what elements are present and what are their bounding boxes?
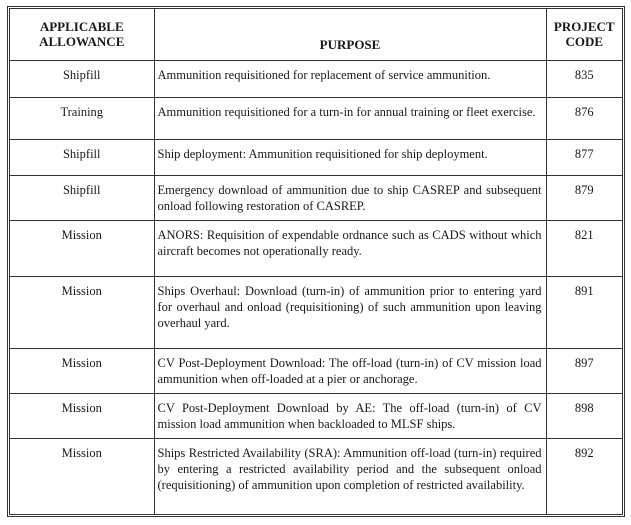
allowance-cell: Mission	[10, 276, 154, 348]
allowance-cell: Shipfill	[10, 175, 154, 220]
table-row	[10, 393, 622, 438]
project-code-cell: 891	[546, 276, 622, 348]
purpose-cell: CV Post-Deployment Download: The off-load (turn-in) of CV mission load ammunition when off-loaded at a pier or anchorage.	[154, 348, 546, 393]
purpose-cell: CV Post-Deployment Download by AE: The off-load (turn-in) of CV mission load ammunition when backloaded to MLSF ships.	[154, 393, 546, 438]
allowance-cell: Mission	[10, 220, 154, 276]
header-allowance-line2: ALLOWANCE	[39, 34, 125, 49]
header-project-code	[546, 9, 622, 60]
table-row	[10, 220, 622, 276]
table-row	[10, 175, 622, 220]
table-row	[10, 139, 622, 175]
project-code-cell: 835	[546, 60, 622, 97]
project-code-cell: 821	[546, 220, 622, 276]
table-row	[10, 276, 622, 348]
purpose-cell: Ship deployment: Ammunition requisitioned for ship deployment.	[154, 139, 546, 175]
allowance-cell: Shipfill	[10, 139, 154, 175]
header-allowance-line1: APPLICABLE	[39, 19, 124, 34]
project-code-table-frame	[7, 6, 625, 517]
purpose-cell: ANORS: Requisition of expendable ordnance such as CADS without which aircraft becomes not operationally ready.	[154, 220, 546, 276]
header-code-line1: PROJECT	[553, 19, 615, 34]
table-row	[10, 348, 622, 393]
header-purpose: PURPOSE	[154, 9, 546, 60]
project-code-cell: 879	[546, 175, 622, 220]
table-row	[10, 60, 622, 97]
purpose-cell: Ammunition requisitioned for a turn-in for annual training or fleet exercise.	[154, 97, 546, 139]
table-row	[10, 97, 622, 139]
project-code-table	[10, 9, 622, 515]
purpose-cell: Ships Overhaul: Download (turn-in) of ammunition prior to entering yard for overhaul and onload (requisitioning) of such ammunition upon leaving overhaul yard.	[154, 276, 546, 348]
allowance-cell: Mission	[10, 393, 154, 438]
purpose-cell: Emergency download of ammunition due to ship CASREP and subsequent onload following restoration of CASREP.	[154, 175, 546, 220]
purpose-cell: Ships Restricted Availability (SRA): Ammunition off-load (turn-in) required by entering a restricted availability period and the subsequent onload (requisitioning) of ammunition upon completion of restricted availability.	[154, 438, 546, 515]
header-code-line2: CODE	[565, 34, 604, 49]
allowance-cell: Mission	[10, 348, 154, 393]
allowance-cell: Training	[10, 97, 154, 139]
project-code-cell: 876	[546, 97, 622, 139]
project-code-cell: 898	[546, 393, 622, 438]
purpose-cell: Ammunition requisitioned for replacement of service ammunition.	[154, 60, 546, 97]
table-row	[10, 438, 622, 515]
project-code-cell: 877	[546, 139, 622, 175]
project-code-cell: 897	[546, 348, 622, 393]
table-header-row	[10, 9, 622, 60]
allowance-cell: Mission	[10, 438, 154, 515]
header-applicable-allowance	[10, 9, 154, 60]
allowance-cell: Shipfill	[10, 60, 154, 97]
project-code-cell: 892	[546, 438, 622, 515]
